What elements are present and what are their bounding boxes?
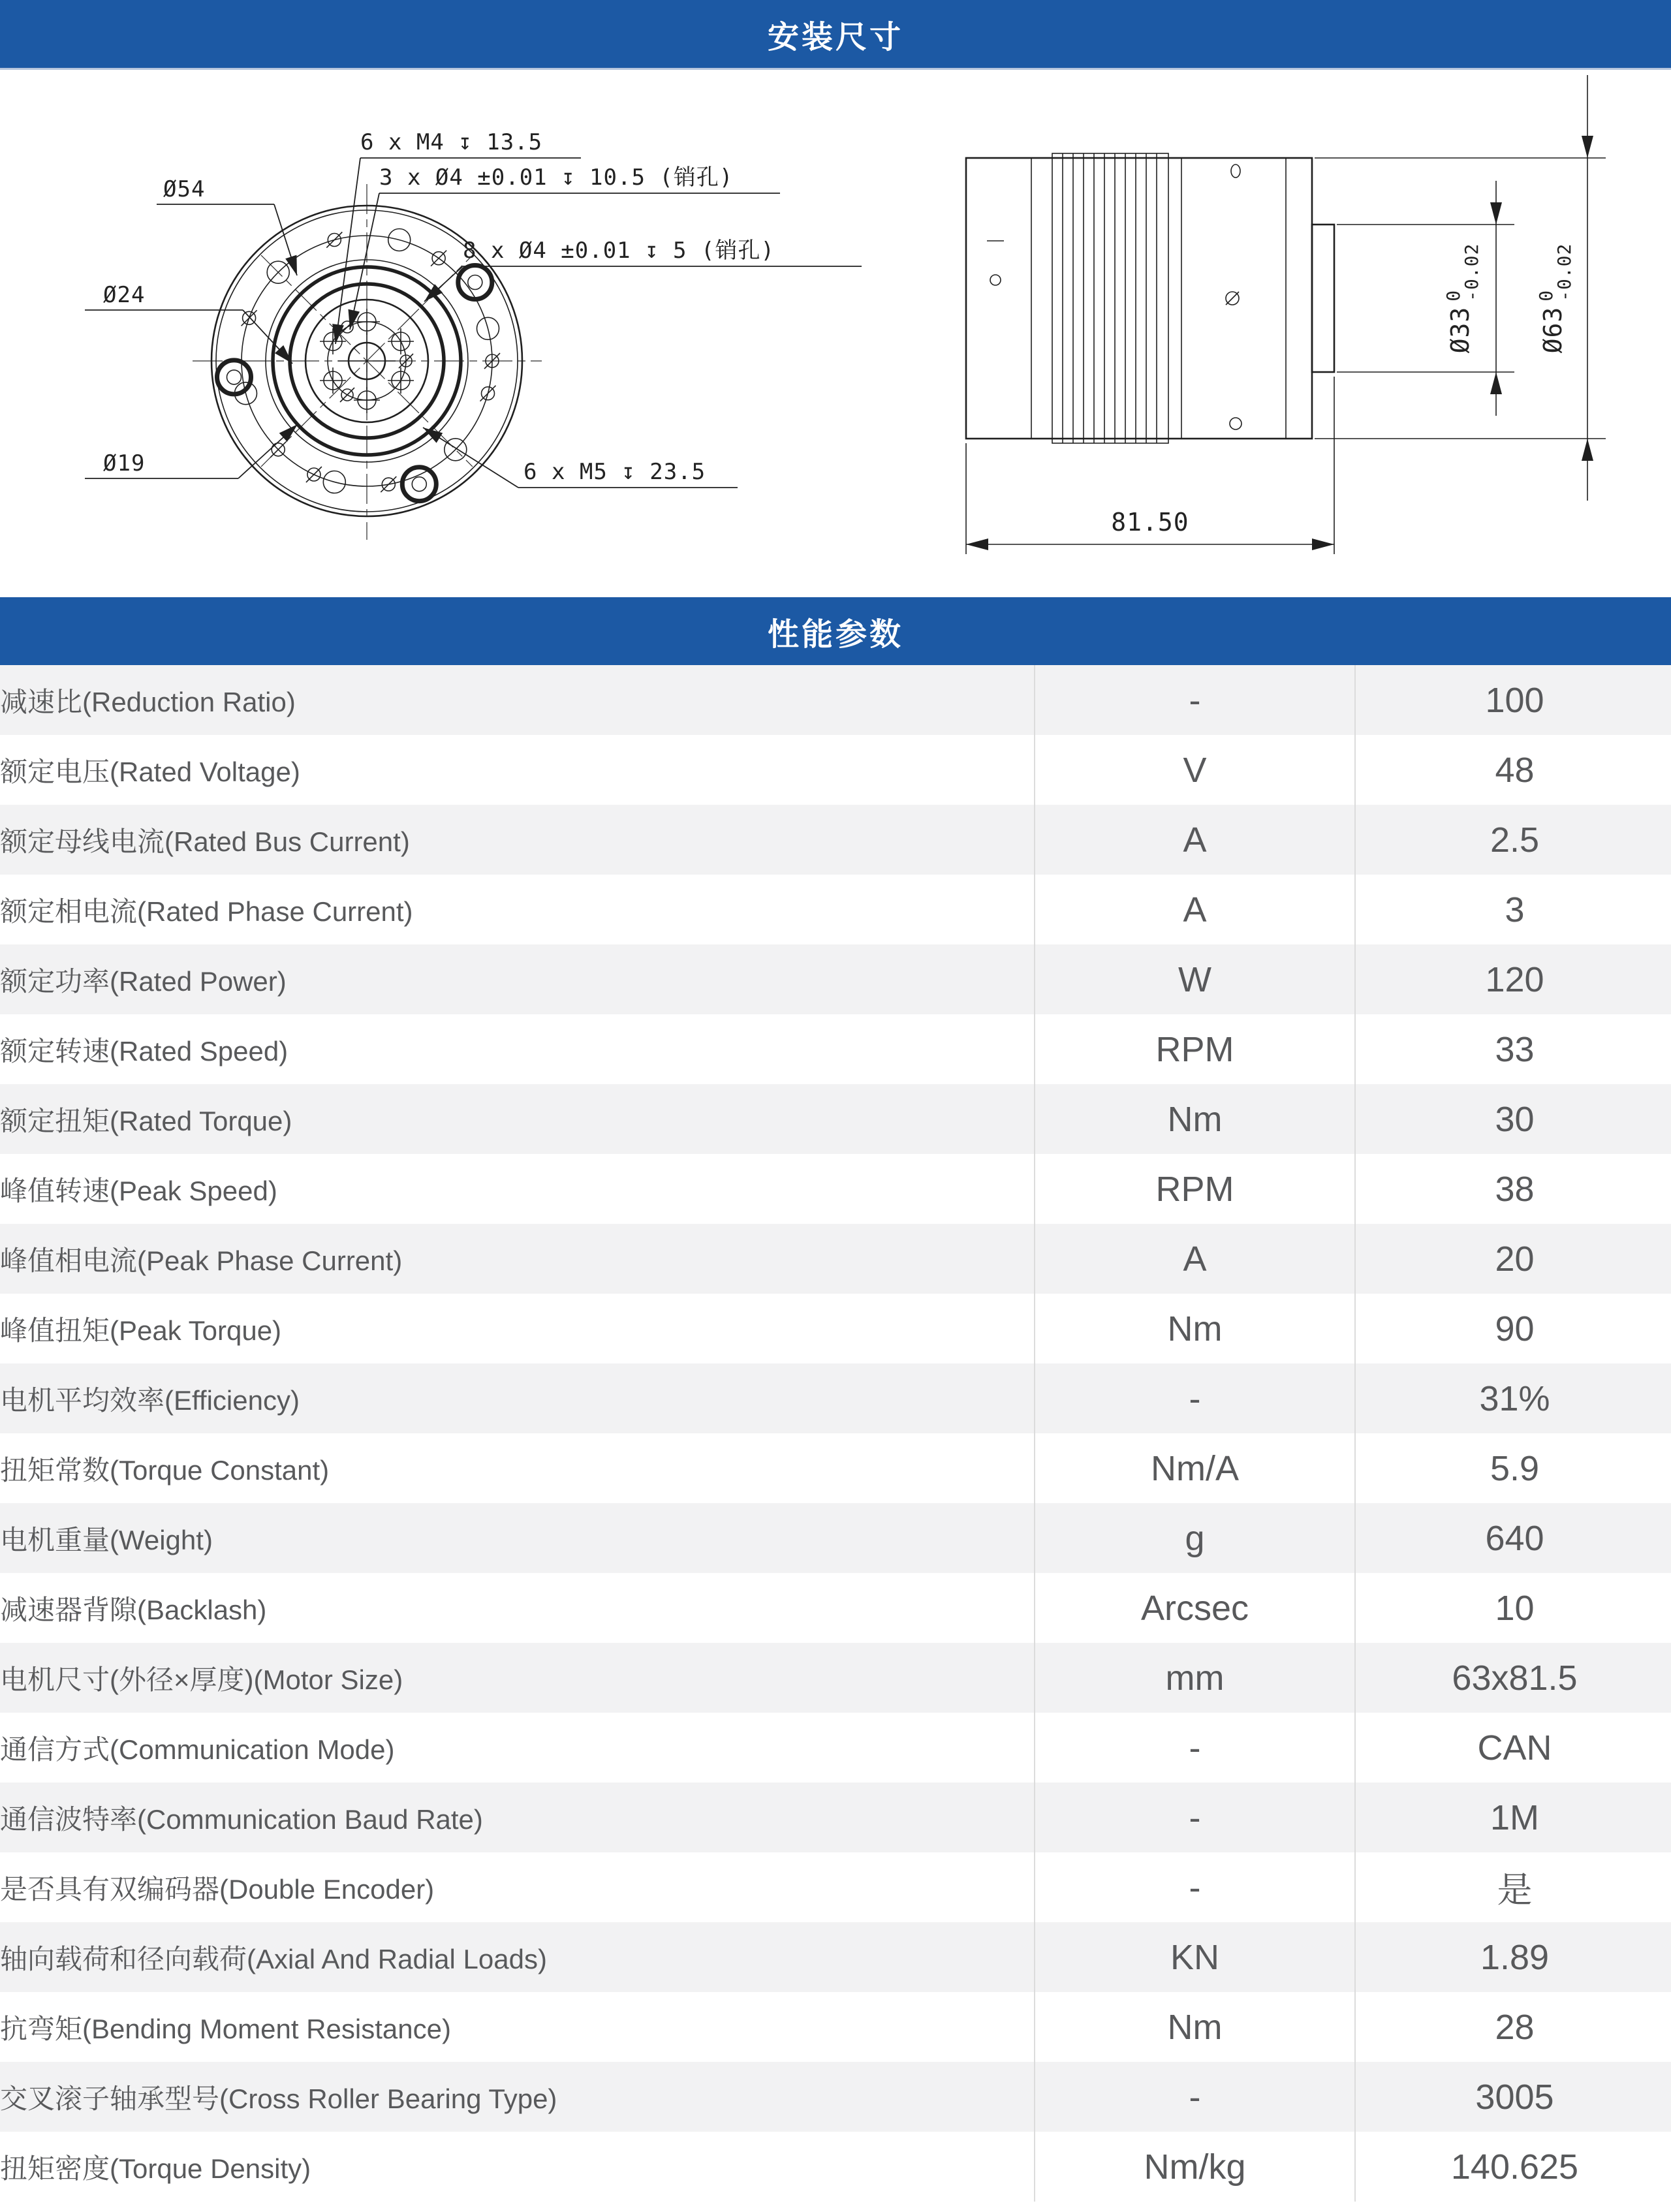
param-label: 通信波特率(Communication Baud Rate) bbox=[0, 1803, 483, 1835]
spec-table-body bbox=[0, 665, 1671, 2202]
spec-table bbox=[0, 665, 1671, 2202]
side-dia33-dimension bbox=[1337, 181, 1514, 416]
front-view-callouts bbox=[85, 129, 862, 488]
param-label: 电机平均效率(Efficiency) bbox=[0, 1384, 300, 1416]
param-label: 扭矩常数(Torque Constant) bbox=[0, 1454, 330, 1486]
param-unit: KN bbox=[1035, 1922, 1355, 1992]
param-unit: - bbox=[1035, 2062, 1355, 2132]
param-value: 63x81.5 bbox=[1355, 1643, 1671, 1713]
table-row bbox=[0, 1992, 1671, 2062]
param-unit: - bbox=[1035, 1783, 1355, 1852]
param-unit: - bbox=[1035, 1713, 1355, 1783]
label-bolt-bottom: 6 x M5 ↧ 23.5 bbox=[523, 459, 706, 485]
param-unit: V bbox=[1035, 735, 1355, 805]
table-row bbox=[0, 735, 1671, 805]
param-label: 通信方式(Communication Mode) bbox=[0, 1734, 395, 1765]
label-dia24: Ø24 bbox=[103, 282, 146, 308]
label-pin-top: 3 x Ø4 ±0.01 ↧ 10.5 (销孔) bbox=[379, 164, 734, 191]
param-label: 峰值相电流(Peak Phase Current) bbox=[0, 1245, 403, 1276]
installation-banner-title: 安装尺寸 bbox=[767, 20, 903, 55]
label-dia33: $Ø33^0-0.02$ bbox=[1443, 243, 1482, 354]
param-value: 640 bbox=[1355, 1503, 1671, 1573]
table-row bbox=[0, 1084, 1671, 1154]
param-value: CAN bbox=[1355, 1713, 1671, 1783]
param-unit: A bbox=[1035, 1224, 1355, 1294]
param-value: 2.5 bbox=[1355, 805, 1671, 875]
table-row bbox=[0, 1713, 1671, 1783]
param-label: 额定扭矩(Rated Torque) bbox=[0, 1105, 292, 1136]
param-unit: A bbox=[1035, 875, 1355, 944]
param-value: 28 bbox=[1355, 1992, 1671, 2062]
param-label: 额定电压(Rated Voltage) bbox=[0, 756, 300, 787]
param-unit: A bbox=[1035, 805, 1355, 875]
table-row bbox=[0, 665, 1671, 735]
table-row bbox=[0, 875, 1671, 944]
param-unit: Nm/A bbox=[1035, 1433, 1355, 1503]
param-value: 3005 bbox=[1355, 2062, 1671, 2132]
param-label: 扭矩密度(Torque Density) bbox=[0, 2153, 311, 2184]
param-unit: W bbox=[1035, 944, 1355, 1014]
table-row bbox=[0, 1294, 1671, 1363]
param-unit: Nm bbox=[1035, 1084, 1355, 1154]
param-unit: RPM bbox=[1035, 1014, 1355, 1084]
param-value: 是 bbox=[1355, 1852, 1671, 1922]
table-row bbox=[0, 944, 1671, 1014]
param-label: 峰值扭矩(Peak Torque) bbox=[0, 1315, 282, 1346]
param-unit: mm bbox=[1035, 1643, 1355, 1713]
param-value: 10 bbox=[1355, 1573, 1671, 1643]
param-label: 轴向载荷和径向载荷(Axial And Radial Loads) bbox=[0, 1943, 547, 1974]
param-unit: Nm bbox=[1035, 1294, 1355, 1363]
param-value: 1.89 bbox=[1355, 1922, 1671, 1992]
param-label: 额定转速(Rated Speed) bbox=[0, 1035, 289, 1067]
table-row bbox=[0, 2132, 1671, 2202]
param-value: 38 bbox=[1355, 1154, 1671, 1224]
param-label: 交叉滚子轴承型号(Cross Roller Bearing Type) bbox=[0, 2083, 557, 2114]
table-row bbox=[0, 805, 1671, 875]
label-dia19: Ø19 bbox=[103, 450, 146, 476]
side-view-drawing bbox=[966, 75, 1606, 554]
param-label: 是否具有双编码器(Double Encoder) bbox=[0, 1873, 435, 1905]
table-row bbox=[0, 1573, 1671, 1643]
front-view-drawing bbox=[85, 129, 862, 540]
table-row bbox=[0, 1852, 1671, 1922]
param-value: 48 bbox=[1355, 735, 1671, 805]
param-unit: Arcsec bbox=[1035, 1573, 1355, 1643]
param-label: 减速比(Reduction Ratio) bbox=[0, 686, 296, 717]
table-row bbox=[0, 2062, 1671, 2132]
param-value: 3 bbox=[1355, 875, 1671, 944]
section-banner-installation bbox=[0, 0, 1671, 70]
param-value: 120 bbox=[1355, 944, 1671, 1014]
param-unit: - bbox=[1035, 1852, 1355, 1922]
param-value: 30 bbox=[1355, 1084, 1671, 1154]
table-row bbox=[0, 1224, 1671, 1294]
table-row bbox=[0, 1922, 1671, 1992]
param-label: 电机尺寸(外径×厚度)(Motor Size) bbox=[0, 1664, 403, 1695]
param-value: 33 bbox=[1355, 1014, 1671, 1084]
table-row bbox=[0, 1154, 1671, 1224]
cad-drawing-canvas bbox=[0, 70, 1671, 597]
label-dia63: $Ø63^0-0.02$ bbox=[1535, 243, 1575, 354]
section-banner-performance bbox=[0, 597, 1671, 665]
side-dia63-dimension bbox=[1315, 75, 1606, 501]
param-label: 额定功率(Rated Power) bbox=[0, 965, 287, 997]
param-unit: RPM bbox=[1035, 1154, 1355, 1224]
table-row bbox=[0, 1433, 1671, 1503]
side-face-holes bbox=[987, 164, 1242, 429]
table-row bbox=[0, 1363, 1671, 1433]
table-row bbox=[0, 1503, 1671, 1573]
param-value: 20 bbox=[1355, 1224, 1671, 1294]
param-label: 峰值转速(Peak Speed) bbox=[0, 1175, 277, 1206]
label-dia54: Ø54 bbox=[163, 176, 206, 202]
param-value: 140.625 bbox=[1355, 2132, 1671, 2202]
param-label: 额定母线电流(Rated Bus Current) bbox=[0, 826, 410, 857]
param-label: 电机重量(Weight) bbox=[0, 1524, 213, 1555]
table-row bbox=[0, 1783, 1671, 1852]
param-unit: Nm bbox=[1035, 1992, 1355, 2062]
param-label: 减速器背隙(Backlash) bbox=[0, 1594, 267, 1625]
performance-banner-title: 性能参数 bbox=[767, 617, 903, 652]
param-unit: - bbox=[1035, 665, 1355, 735]
param-value: 31% bbox=[1355, 1363, 1671, 1433]
side-length-dimension bbox=[966, 377, 1334, 554]
param-label: 额定相电流(Rated Phase Current) bbox=[0, 896, 413, 927]
table-row bbox=[0, 1643, 1671, 1713]
param-value: 90 bbox=[1355, 1294, 1671, 1363]
label-length: 81.50 bbox=[1111, 508, 1189, 537]
label-bolt-top: 6 x M4 ↧ 13.5 bbox=[360, 129, 543, 155]
table-row bbox=[0, 1014, 1671, 1084]
param-value: 100 bbox=[1355, 665, 1671, 735]
param-value: 5.9 bbox=[1355, 1433, 1671, 1503]
technical-drawings bbox=[0, 70, 1671, 597]
label-pin-right: 8 x Ø4 ±0.01 ↧ 5 (销孔) bbox=[463, 238, 775, 264]
param-label: 抗弯矩(Bending Moment Resistance) bbox=[0, 2013, 451, 2044]
param-unit: - bbox=[1035, 1363, 1355, 1433]
param-unit: Nm/kg bbox=[1035, 2132, 1355, 2202]
param-value: 1M bbox=[1355, 1783, 1671, 1852]
param-unit: g bbox=[1035, 1503, 1355, 1573]
